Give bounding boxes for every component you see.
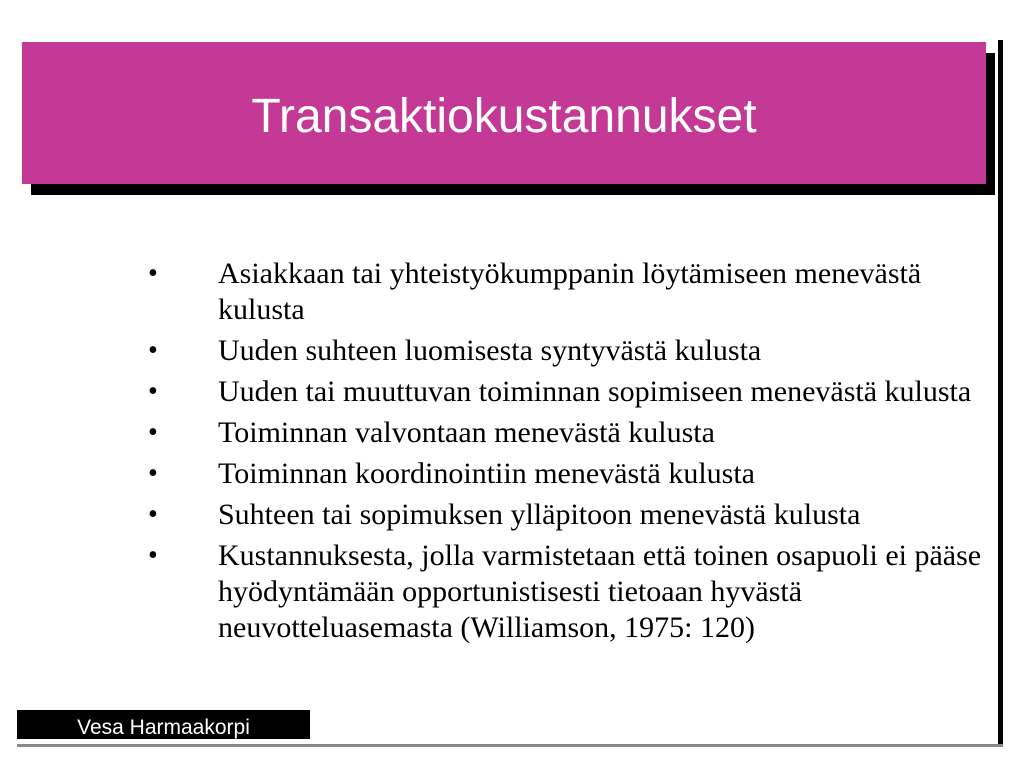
bullet-marker: • (148, 417, 158, 448)
list-item (148, 256, 978, 328)
title-box (22, 42, 986, 184)
bullet-text-line: neuvotteluasemasta (Williamson, 1975: 120) (218, 611, 756, 644)
slide-title: Transaktiokustannukset (251, 89, 757, 143)
list-item (148, 374, 978, 410)
bullet-text (218, 333, 978, 369)
bullet-marker: • (148, 258, 158, 289)
bullet-text (218, 456, 978, 492)
bullet-text-line: Toiminnan valvontaan menevästä kulusta (218, 416, 715, 449)
bullet-text (218, 374, 978, 410)
bullet-text-line: Kustannuksesta, jolla varmistetaan että toinen osapuoli ei pääse (218, 539, 982, 572)
footer-bar (17, 710, 310, 739)
right-vertical-rule (998, 40, 1003, 747)
bullet-text (218, 538, 981, 646)
bullet-marker: • (148, 458, 158, 489)
bullet-text (218, 415, 978, 451)
bullet-text-line: Suhteen tai sopimuksen ylläpitoon menevästä kulusta (218, 498, 861, 531)
list-item (148, 333, 978, 369)
bullet-text-line: hyödyntämään opportunistisesti tietoaan hyvästä (218, 575, 803, 608)
bullet-marker: • (148, 376, 158, 407)
bullet-marker: • (148, 540, 158, 571)
bullet-list (148, 256, 982, 651)
list-item (148, 456, 978, 492)
bullet-text-line: Asiakkaan tai yhteistyökumppanin löytämiseen menevästä (218, 257, 922, 290)
bullet-marker: • (148, 335, 158, 366)
bullet-text (218, 256, 978, 328)
bullet-marker: • (148, 499, 158, 530)
bullet-text (218, 497, 978, 533)
list-item (148, 538, 982, 646)
list-item (148, 497, 978, 533)
bullet-text-line: Toiminnan koordinointiin menevästä kulusta (218, 457, 755, 490)
footer-horizontal-rule (17, 744, 1003, 747)
bullet-text-line: Uuden suhteen luomisesta syntyvästä kulusta (218, 334, 762, 367)
bullet-text-line: kulusta (218, 293, 305, 326)
list-item (148, 415, 978, 451)
footer-author: Vesa Harmaakorpi (77, 715, 250, 739)
bullet-text-line: Uuden tai muuttuvan toiminnan sopimiseen menevästä kulusta (218, 375, 972, 408)
